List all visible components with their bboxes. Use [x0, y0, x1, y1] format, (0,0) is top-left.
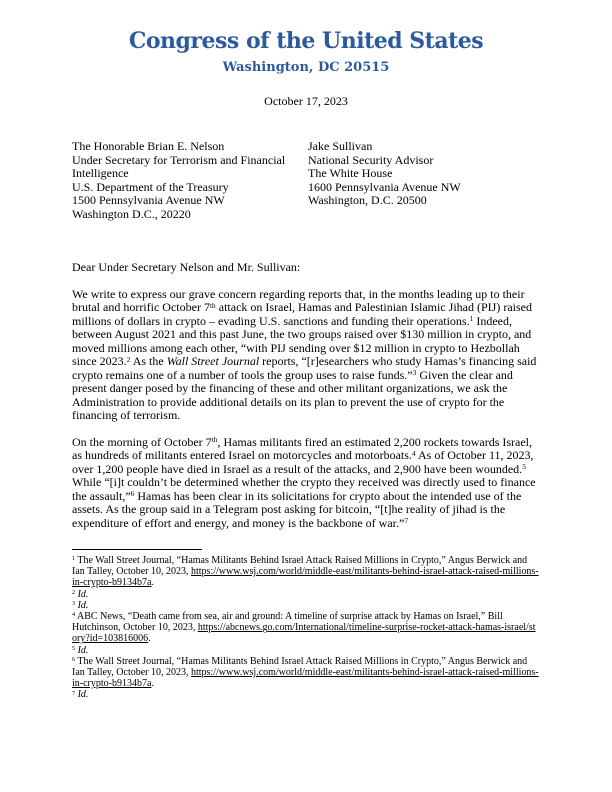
recipient-title: Under Secretary for Terrorism and Financial Intelligence [72, 152, 286, 180]
paragraph-text: Given the clear and present danger posed by the financing of these and other militant organizations, we ask the Administration to provide additional details on its plan to prevent the use of crypto for the financing of terrorism. [72, 367, 513, 422]
footnote-ref-7: 7 [404, 516, 409, 526]
recipient-name: The Honorable Brian E. Nelson [72, 139, 225, 153]
footnote-ref-1: 1 [469, 314, 474, 324]
paragraph-text: As the [130, 354, 167, 368]
footnote-text: The Wall Street Journal, “Hamas Militants Behind Israel Attack Raised Millions in Crypto,” Angus Berwick and Ian Talley, October 10, 2023, [72, 655, 528, 679]
footnote-marker: 5 [72, 645, 76, 653]
footnote-ref-6: 6 [130, 489, 135, 499]
paragraph-text: Hamas has been clear in its solicitations for crypto about the intended use of the assets. As the group said in a Telegram post asking for bitcoin, “[t]he reality of jihad is the expenditure of effort and energy, and money is the backbone of war.” [72, 488, 522, 530]
footnote-id-citation: Id. [77, 588, 89, 600]
footnote-text: ABC News, “Death came from sea, air and ground: A timeline of surprise attack by Hamas on Israel,” Bill Hutchinson, October 10, 2023, [72, 611, 503, 634]
recipient-city: Washington D.C., 20220 [72, 206, 191, 221]
letterhead-title: Congress of the United States [128, 28, 484, 54]
recipient-org: U.S. Department of the Treasury [72, 179, 229, 194]
footnote-id-citation: Id. [77, 599, 89, 611]
letter-date: October 17, 2023 [264, 94, 348, 108]
footnote-ref-5: 5 [522, 462, 526, 472]
paragraph-2 [72, 436, 540, 531]
footnote-1-link[interactable]: https://www.wsj.com/world/middle-east/militants-behind-israel-attack-raised-millions-in-crypto-b9134b7a [72, 566, 539, 589]
footnote-2 [72, 589, 540, 600]
footnote-text: . [151, 577, 154, 589]
recipient-block [72, 140, 540, 221]
footnote-4 [72, 611, 540, 645]
paragraph-text: Indeed, between August 2021 and this past June, the two groups raised over $130 million in crypto, and moved millions among each other, “with PIJ sending over $12 million in crypto to Hezbollah since 2023. [72, 313, 532, 368]
footnote-id-citation: Id. [77, 689, 89, 701]
recipient-right-column [308, 140, 540, 221]
footnote-1 [72, 555, 540, 589]
recipient-street: 1500 Pennsylvania Avenue NW [72, 193, 225, 207]
footnote-ref-4: 4 [411, 448, 416, 458]
letterhead [72, 28, 540, 76]
publication-name: Wall Street Journal [166, 354, 260, 368]
letterhead-subtitle: Washington, DC 20515 [222, 60, 390, 75]
footnote-7 [72, 689, 540, 700]
recipient-left-column [72, 140, 308, 221]
footnote-text: The Wall Street Journal, “Hamas Militants Behind Israel Attack Raised Millions in Crypto,” Angus Berwick and Ian Talley, October 10, 2023, [72, 555, 528, 578]
footnote-text: . [148, 633, 151, 645]
footnote-text: . [151, 678, 154, 690]
footnote-marker: 4 [72, 611, 76, 619]
footnotes-section [72, 549, 540, 701]
paragraph-text: We write to express our grave concern regarding reports that, in the months leading up to their brutal and horrific October 7 [72, 286, 525, 314]
recipient-title: National Security Advisor [308, 152, 434, 167]
footnote-ref-2: 2 [126, 354, 131, 364]
footnote-6 [72, 656, 540, 690]
footnote-ref-3: 3 [412, 368, 417, 378]
footnote-3 [72, 600, 540, 611]
footnote-marker: 3 [72, 600, 76, 608]
ordinal-superscript: th [211, 435, 218, 445]
ordinal-superscript: th [209, 300, 216, 310]
footnote-5 [72, 645, 540, 656]
footnote-id-citation: Id. [77, 644, 89, 656]
footnote-marker: 7 [72, 689, 76, 697]
paragraph-text: reports, “[r]esearchers who study Hamas’s financing said crypto remains one of a number of tools the group uses to raise funds.” [72, 354, 537, 382]
footnote-4-link[interactable]: https://abcnews.go.com/International/timeline-surprise-rocket-attack-hamas-israel/story?id=103816006 [72, 622, 536, 645]
recipient-city: Washington, D.C. 20500 [308, 193, 427, 207]
footnote-marker: 1 [72, 555, 76, 563]
footnote-marker: 2 [72, 589, 76, 597]
paragraph-1 [72, 288, 540, 423]
paragraph-text: attack on Israel, Hamas and Palestinian Islamic Jihad (PIJ) raised millions of dollars in crypto – evading U.S. sanctions and funding their operations. [72, 300, 532, 328]
footnote-marker: 6 [72, 656, 76, 664]
salutation: Dear Under Secretary Nelson and Mr. Sullivan: [72, 260, 301, 274]
paragraph-text: As of October 11, 2023, over 1,200 people have died in Israel as a result of the attacks, and 2,900 have been wounded. [72, 448, 534, 476]
footnote-6-link[interactable]: https://www.wsj.com/world/middle-east/militants-behind-israel-attack-raised-millions-in-crypto-b9134b7a [72, 667, 539, 690]
recipient-street: 1600 Pennsylvania Avenue NW [308, 179, 461, 194]
paragraph-text: On the morning of October 7 [72, 434, 212, 449]
paragraph-text: , Hamas militants fired an estimated 2,200 rockets towards Israel, as hundreds of militants entered Israel on motorcycles and motorboats. [72, 434, 533, 462]
footnote-separator [72, 549, 202, 550]
paragraph-text: While “[i]t couldn’t be determined whether the crypto they received was directly used to finance the assault,” [72, 475, 536, 503]
recipient-org: The White House [308, 166, 393, 180]
recipient-name: Jake Sullivan [308, 139, 373, 153]
